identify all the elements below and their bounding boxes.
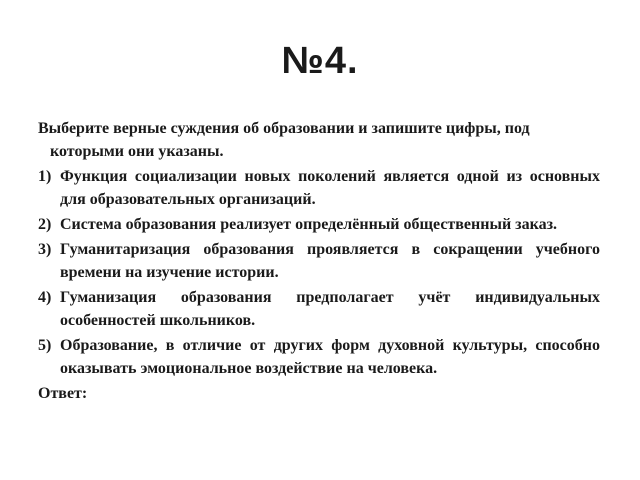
statement-text: Гуманизация образования предполагает учёт индивидуальных особенностей школьников. [60, 289, 600, 329]
task-content [38, 117, 600, 405]
statement-item [38, 213, 600, 236]
statement-item [38, 165, 600, 211]
task-instruction: Выберите верные суждения об образовании и запишите цифры, под которыми они указаны. [38, 120, 530, 160]
answer-label: Ответ: [38, 385, 88, 402]
statement-number: 1) [38, 168, 52, 185]
statement-number: 2) [38, 216, 52, 233]
statement-number: 4) [38, 289, 52, 306]
statement-text: Образование, в отличие от других форм духовной культуры, способно оказывать эмоциональное воздействие на человека. [60, 337, 600, 377]
statement-text: Гуманитаризация образования проявляется в сокращении учебного времени на изучение истории. [60, 241, 600, 281]
statement-number: 3) [38, 241, 52, 258]
statement-item [38, 238, 600, 284]
statement-item [38, 286, 600, 332]
slide-title: №4. [281, 40, 359, 82]
statement-number: 5) [38, 337, 52, 354]
statement-text: Система образования реализует определённый общественный заказ. [60, 216, 558, 233]
statement-list [38, 165, 600, 380]
statement-item [38, 334, 600, 380]
statement-text: Функция социализации новых поколений является одной из основных для образовательных организаций. [60, 168, 600, 208]
